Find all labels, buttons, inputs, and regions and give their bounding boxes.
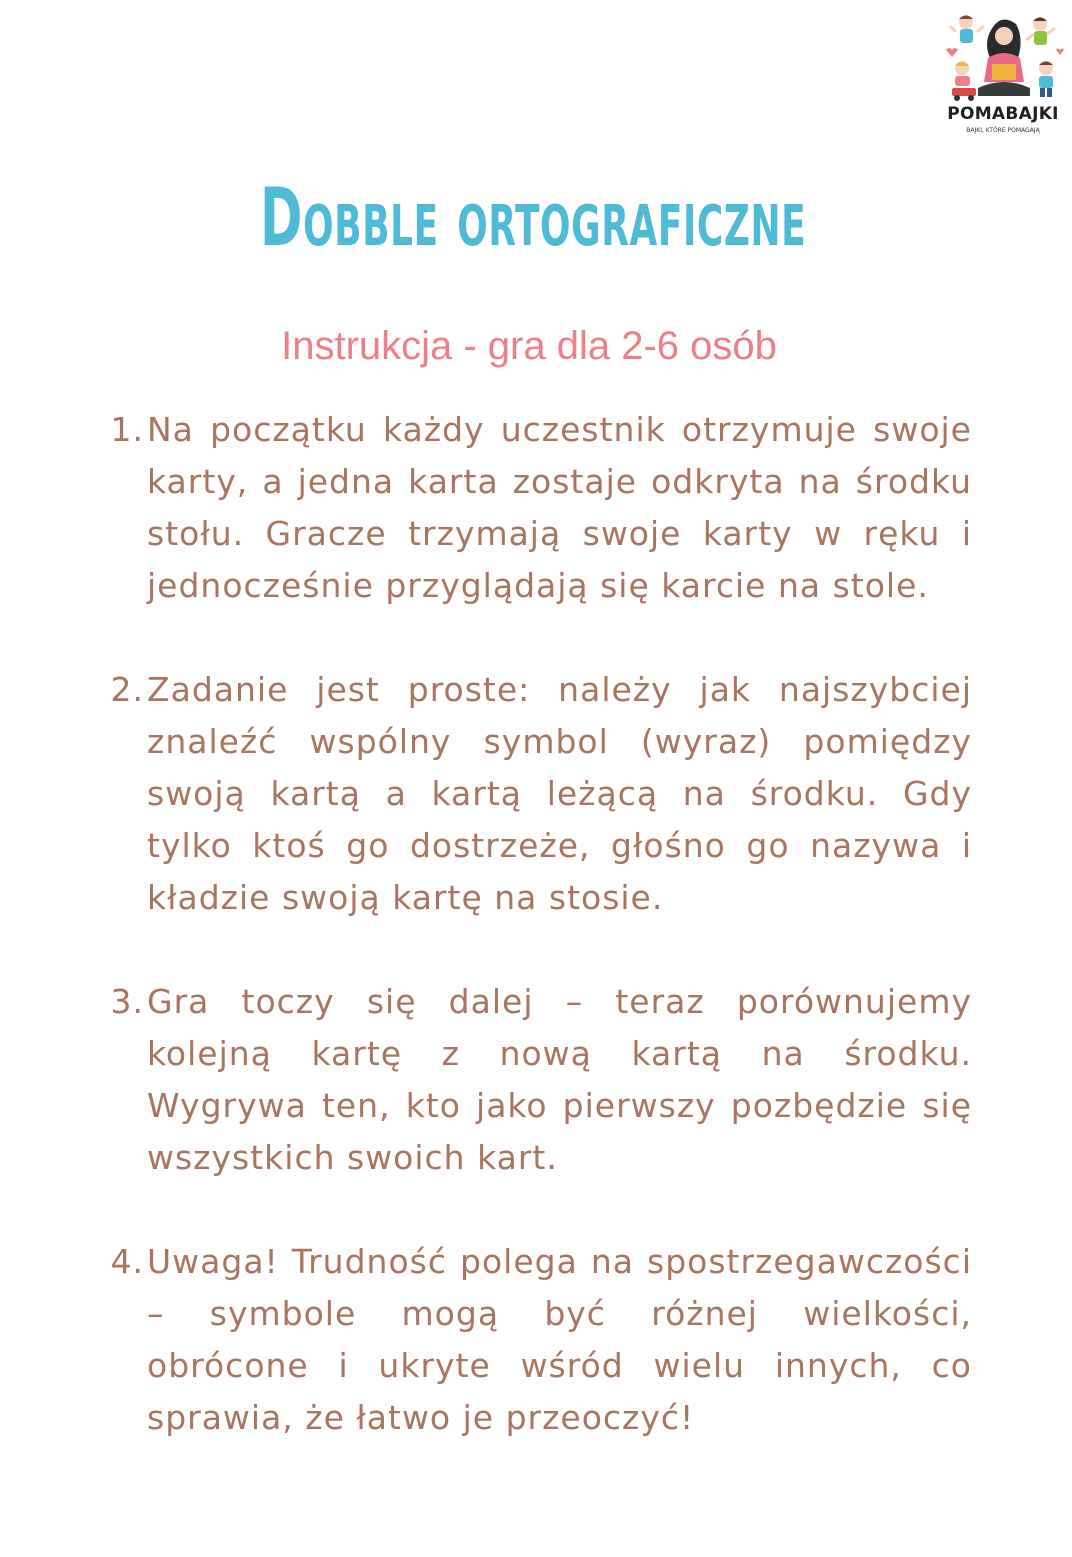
logo-tagline: BAJKI, KTÓRE POMAGAJĄ	[966, 127, 1040, 134]
step-text: Gra toczy się dalej – teraz porównujemy kolejną kartę z nową kartą na środku. Wygrywa ten, kto jako pierwszy pozbędzie się wszystkich swoich kart.	[147, 982, 972, 1177]
page-subtitle: Instrukcja - gra dla 2-6 osób	[281, 324, 777, 368]
instruction-step-1	[100, 404, 972, 612]
logo-illustration-icon	[938, 10, 1068, 105]
step-number: 1.	[110, 410, 144, 449]
instruction-step-3	[100, 976, 972, 1184]
step-text: Uwaga! Trudność polega na spostrzegawczości – symbole mogą być różnej wielkości, obrócone i ukryte wśród wielu innych, co sprawia, że łatwo je przeoczyć!	[147, 1242, 972, 1437]
logo-name: POMABAJKI	[947, 104, 1059, 124]
step-text: Zadanie jest proste: należy jak najszybciej znaleźć wspólny symbol (wyraz) pomiędzy swoją kartą a kartą leżącą na środku. Gdy tylko ktoś go dostrzeże, głośno go nazywa i kładzie swoją kartę na stosie.	[147, 670, 972, 917]
step-text: Na początku każdy uczestnik otrzymuje swoje karty, a jedna karta zostaje odkryta na środku stołu. Gracze trzymają swoje karty w ręku i jednocześnie przyglądają się karcie na stole.	[147, 410, 972, 605]
step-number: 4.	[110, 1242, 144, 1281]
instructions-list	[100, 404, 972, 1496]
step-number: 2.	[110, 670, 144, 709]
page-title: Dobble ortograficzne	[259, 171, 807, 264]
instruction-step-4	[100, 1236, 972, 1444]
instruction-step-2	[100, 664, 972, 924]
step-number: 3.	[110, 982, 144, 1021]
pomabajki-logo	[938, 10, 1068, 140]
